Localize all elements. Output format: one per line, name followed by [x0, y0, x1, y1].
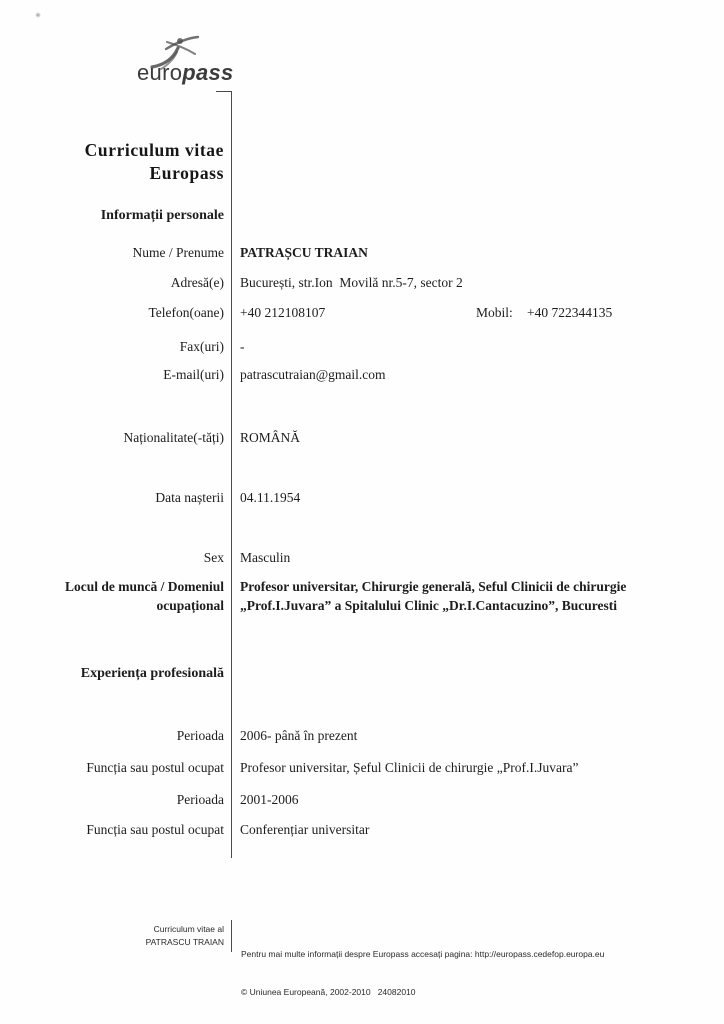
footer-info — [241, 923, 711, 1023]
mobile-label: Mobil: — [476, 305, 513, 320]
section-heading-personal-info: Informații personale — [100, 208, 224, 223]
birthdate-value: 04.11.1954 — [240, 490, 301, 505]
fax-label: Fax(uri) — [179, 339, 224, 354]
address-value: București, str.Ion Movilă nr.5-7, sector 2 — [240, 275, 463, 290]
address-label: Adresă(e) — [170, 275, 224, 290]
experience-period-label: Perioada — [176, 728, 224, 743]
experience-position-value: Profesor universitar, Șeful Clinicii de chirurgie „Prof.I.Juvara” — [240, 760, 579, 775]
nationality-value: ROMÂNĂ — [240, 430, 301, 445]
footer-divider-line — [231, 920, 232, 952]
page-title — [30, 139, 224, 185]
footer-owner-line2: PATRASCU TRAIAN — [145, 936, 224, 947]
scan-artifact-dot — [35, 12, 41, 18]
footer-info-line2: © Uniunea Europeană, 2002-2010 24082010 — [241, 986, 416, 997]
europass-logo-wordmark — [137, 60, 234, 86]
section-heading-experience: Experiența profesională — [80, 666, 224, 681]
page-title-line1: Curriculum vitae — [84, 140, 224, 160]
email-value: patrascutraian@gmail.com — [240, 367, 386, 382]
page-title-line2: Europass — [149, 163, 224, 183]
experience-position-value: Conferențiar universitar — [240, 822, 370, 837]
footer-owner — [30, 923, 224, 948]
occupation-value: Profesor universitar, Chirurgie generală, Seful Clinicii de chirurgie „Prof.I.Juvara” a Spitalului Clinic „Dr.I.Cantacuzino”, Bucuresti — [240, 579, 630, 613]
occupation-label: Locul de muncă / Domeniul ocupațional — [64, 579, 224, 613]
birthdate-label: Data nașterii — [155, 490, 224, 505]
phone-label: Telefon(oane) — [148, 305, 224, 320]
phone-value: +40 212108107 — [240, 305, 326, 320]
experience-position-label: Funcția sau postul ocupat — [86, 760, 224, 775]
sex-value: Masculin — [240, 550, 291, 565]
footer-owner-line1: Curriculum vitae al — [153, 924, 224, 934]
name-value: PATRAȘCU TRAIAN — [240, 245, 368, 260]
logo-word-pass: pass — [182, 60, 234, 85]
mobile-value: +40 722344135 — [527, 305, 613, 320]
experience-period-value: 2006- până în prezent — [240, 728, 358, 743]
experience-position-label: Funcția sau postul ocupat — [86, 822, 224, 837]
email-label: E-mail(uri) — [163, 367, 224, 382]
name-label: Nume / Prenume — [132, 245, 224, 260]
experience-period-label: Perioada — [176, 792, 224, 807]
nationality-label: Naționalitate(-tăți) — [123, 430, 224, 445]
fax-value: - — [240, 339, 245, 354]
footer-info-line1: Pentru mai multe informații despre Europass accesați pagina: http://europass.cedefop.europa.eu — [241, 949, 605, 959]
experience-period-value: 2001-2006 — [240, 792, 299, 807]
sex-label: Sex — [203, 550, 224, 565]
logo-word-euro: euro — [137, 60, 183, 85]
